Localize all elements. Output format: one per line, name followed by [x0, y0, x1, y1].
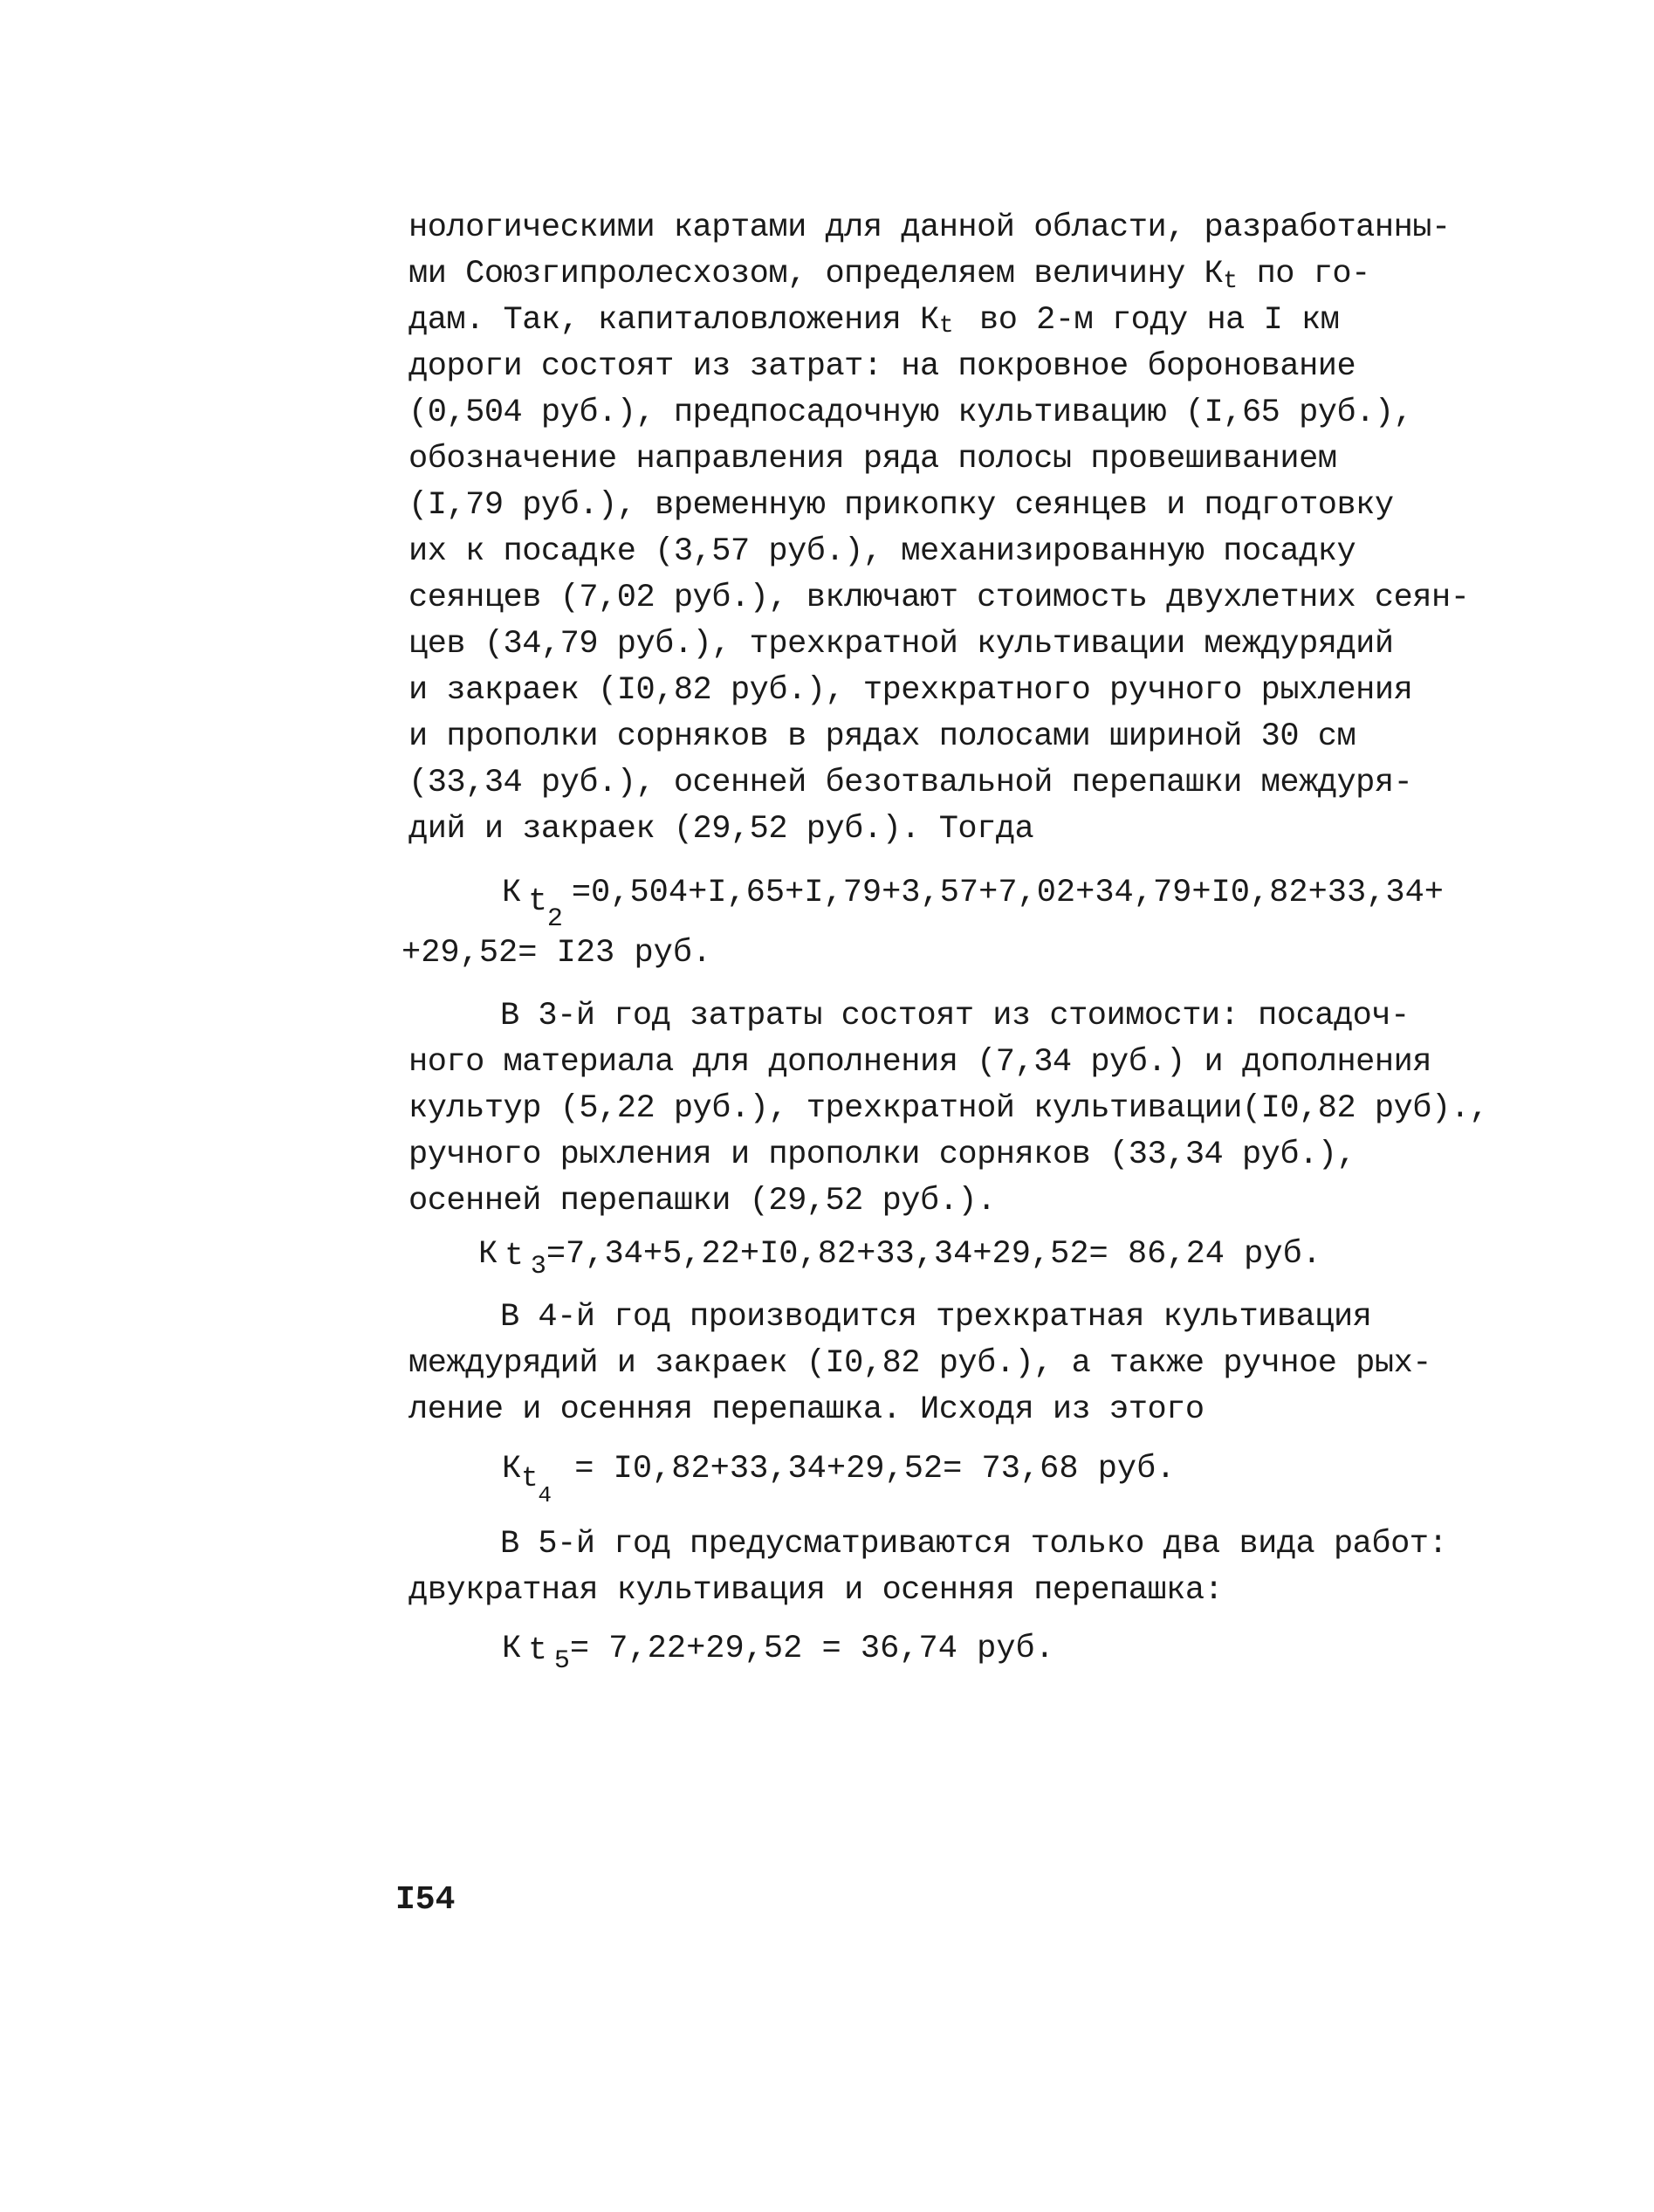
text-line: обозначение направления ряда полосы провешиванием: [408, 441, 1337, 477]
text-line: цев (34,79 руб.), трехкратной культивации междурядий: [408, 626, 1394, 663]
formula-t: t: [504, 1238, 524, 1274]
formula-subscript: 2: [546, 904, 563, 934]
formula-k: К: [502, 1451, 522, 1487]
formula-k: К: [502, 875, 522, 911]
formula-kt4: [502, 1451, 1176, 1508]
formula-t: t: [528, 883, 547, 919]
text-line: дороги состоят из затрат: на покровное боронование: [408, 348, 1356, 385]
text-segment: дам. Так, капиталовложения К: [408, 302, 939, 339]
formula-t: t: [521, 1462, 539, 1494]
formula-subscript: 4: [538, 1482, 552, 1508]
text-line: [408, 302, 1340, 340]
formula-kt2-continuation: +29,52= I23 руб.: [401, 935, 712, 972]
formula-rhs: = 7,22+29,52 = 36,74 руб.: [569, 1631, 1054, 1667]
text-line: ручного рыхления и прополки сорняков (33,34 руб.),: [408, 1137, 1356, 1173]
text-line: и прополки сорняков в рядах полосами шириной 30 см: [408, 718, 1356, 755]
text-line: и закраек (I0,82 руб.), трехкратного ручного рыхления: [408, 672, 1413, 709]
formula-rhs: =7,34+5,22+I0,82+33,34+29,52= 86,24 руб.: [546, 1236, 1321, 1273]
formula-kt3: [478, 1236, 1321, 1281]
text-line: (I,79 руб.), временную прикопку сеянцев и подготовку: [408, 487, 1394, 524]
text-line: В 5-й год предусматриваются только два вида работ:: [500, 1526, 1448, 1563]
text-segment: ми Союзгипролесхозом, определяем величину К: [408, 256, 1224, 292]
formula-k: К: [478, 1236, 498, 1273]
formula-kt5: [502, 1631, 1054, 1676]
text-segment: во 2-м году на I км: [979, 302, 1340, 339]
text-segment: по го-: [1256, 256, 1370, 292]
text-line: их к посадке (3,57 руб.), механизированную посадку: [408, 533, 1356, 570]
text-line: двукратная культивация и осенняя перепашка:: [408, 1572, 1224, 1609]
formula-rhs: =0,504+I,65+I,79+3,57+7,02+34,79+I0,82+33,34+: [571, 875, 1445, 911]
text-line: междурядий и закраек (I0,82 руб.), а также ручное рых-: [408, 1345, 1431, 1382]
text-line: дий и закраек (29,52 руб.). Тогда: [408, 811, 1034, 848]
formula-rhs: = I0,82+33,34+29,52= 73,68 руб.: [555, 1451, 1176, 1487]
formula-t: t: [528, 1632, 547, 1668]
subscript-t: t: [1223, 268, 1238, 295]
text-line: В 4-й год производится трехкратная культивация: [500, 1299, 1372, 1336]
text-line: [408, 256, 1370, 295]
formula-subscript: 5: [553, 1646, 570, 1676]
text-line: сеянцев (7,02 руб.), включают стоимость двухлетних сеян-: [408, 580, 1470, 616]
subscript-t: t: [938, 313, 954, 340]
text-line: ление и осенняя перепашка. Исходя из этого: [408, 1391, 1204, 1428]
text-line: (0,504 руб.), предпосадочную культивацию (I,65 руб.),: [408, 395, 1413, 431]
text-line: (33,34 руб.), осенней безотвальной перепашки междуря-: [408, 765, 1413, 801]
text-line: нологическими картами для данной области, разработанны-: [408, 210, 1451, 246]
formula-kt2: [502, 875, 1445, 934]
text-line: культур (5,22 руб.), трехкратной культивации(I0,82 руб).,: [408, 1090, 1489, 1127]
formula-k: К: [502, 1631, 522, 1667]
text-line: осенней перепашки (29,52 руб.).: [408, 1183, 996, 1219]
page-number: I54: [395, 1881, 456, 1919]
text-line: ного материала для дополнения (7,34 руб.) и дополнения: [408, 1044, 1431, 1081]
formula-subscript: 3: [530, 1252, 546, 1281]
text-line: В 3-й год затраты состоят из стоимости: посадоч-: [500, 998, 1410, 1034]
